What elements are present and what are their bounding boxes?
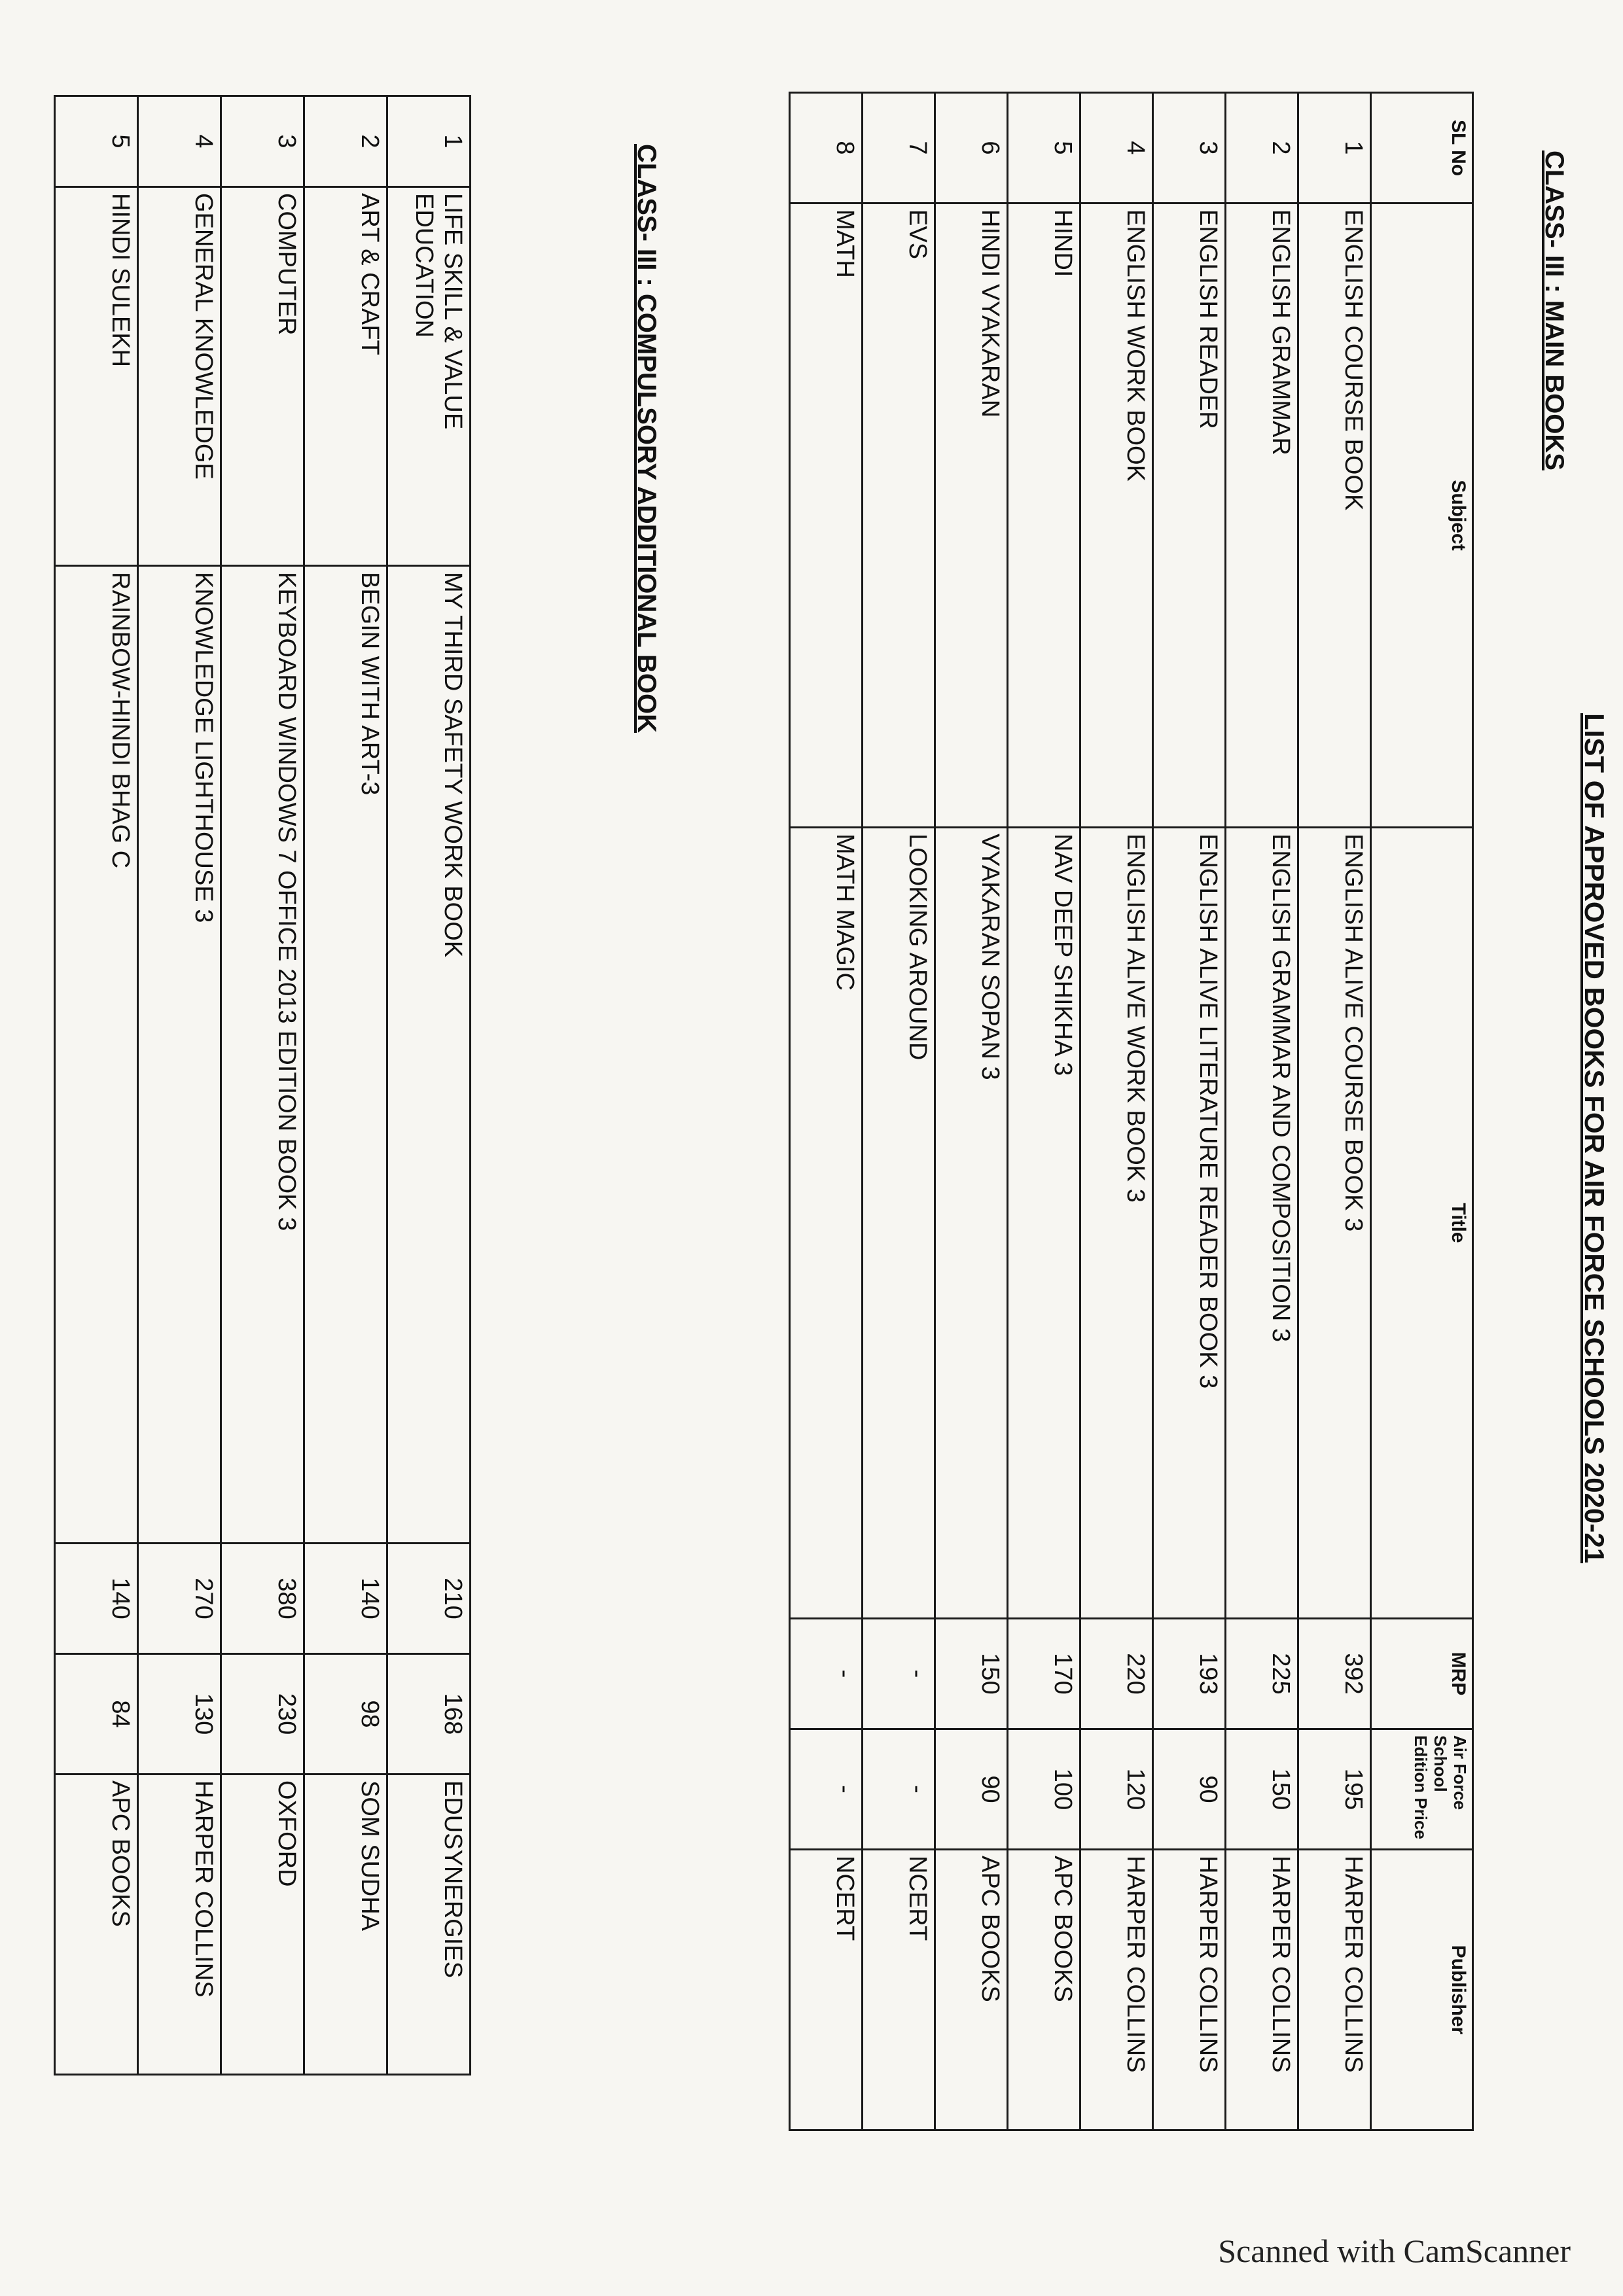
af-price-cell: 90 (935, 1729, 1008, 1850)
document-title: LIST OF APPROVED BOOKS FOR AIR FORCE SCHOOLS 2020-21 (1579, 713, 1610, 1564)
af-price-cell: 90 (1153, 1729, 1226, 1850)
af-price-cell: 98 (304, 1654, 387, 1775)
title-cell: ENGLISH ALIVE COURSE BOOK 3 (1298, 828, 1371, 1619)
subject-cell: GENERAL KNOWLEDGE (138, 187, 221, 566)
table-row (1153, 93, 1226, 2130)
col-header-af-price: Air Force School Edition Price (1371, 1729, 1473, 1850)
publisher-cell: APC BOOKS (935, 1850, 1008, 2130)
mrp-cell: - (790, 1619, 863, 1729)
sl-no-cell: 7 (863, 93, 935, 203)
title-cell: MY THIRD SAFETY WORK BOOK (387, 566, 471, 1544)
af-price-cell: 150 (1226, 1729, 1298, 1850)
mrp-cell: 210 (387, 1544, 471, 1654)
subject-cell: LIFE SKILL & VALUE EDUCATION (387, 187, 471, 566)
sl-no-cell: 2 (1226, 93, 1298, 203)
publisher-cell: HARPER COLLINS (1298, 1850, 1371, 2130)
publisher-cell: APC BOOKS (1008, 1850, 1080, 2130)
sl-no-cell: 3 (1153, 93, 1226, 203)
af-price-cell: 195 (1298, 1729, 1371, 1850)
table-row (1226, 93, 1298, 2130)
mrp-cell: 220 (1080, 1619, 1153, 1729)
af-price-cell: 120 (1080, 1729, 1153, 1850)
af-price-cell: - (863, 1729, 935, 1850)
publisher-cell: EDUSYNERGIES (387, 1775, 471, 2075)
subject-cell: HINDI (1008, 203, 1080, 828)
mrp-cell: 193 (1153, 1619, 1226, 1729)
subject-cell: COMPUTER (221, 187, 304, 566)
table-row (387, 96, 471, 2075)
subject-cell: ENGLISH WORK BOOK (1080, 203, 1153, 828)
table-row (935, 93, 1008, 2130)
title-cell: RAINBOW-HINDI BHAG C (55, 566, 138, 1544)
subject-cell: EVS (863, 203, 935, 828)
subject-cell: MATH (790, 203, 863, 828)
mrp-cell: 140 (304, 1544, 387, 1654)
sl-no-cell: 1 (1298, 93, 1371, 203)
subject-cell: HINDI SULEKH (55, 187, 138, 566)
sl-no-cell: 3 (221, 96, 304, 187)
title-cell: ENGLISH GRAMMAR AND COMPOSITION 3 (1226, 828, 1298, 1619)
af-price-cell: 100 (1008, 1729, 1080, 1850)
scanner-watermark: Scanned with CamScanner (1218, 2233, 1571, 2269)
table-row (304, 96, 387, 2075)
sl-no-cell: 5 (55, 96, 138, 187)
publisher-cell: HARPER COLLINS (1226, 1850, 1298, 2130)
mrp-cell: - (863, 1619, 935, 1729)
subject-cell: ENGLISH COURSE BOOK (1298, 203, 1371, 828)
title-cell: LOOKING AROUND (863, 828, 935, 1619)
publisher-cell: HARPER COLLINS (1153, 1850, 1226, 2130)
mrp-cell: 225 (1226, 1619, 1298, 1729)
sl-no-cell: 5 (1008, 93, 1080, 203)
publisher-cell: HARPER COLLINS (1080, 1850, 1153, 2130)
mrp-cell: 150 (935, 1619, 1008, 1729)
title-cell: ENGLISH ALIVE WORK BOOK 3 (1080, 828, 1153, 1619)
af-price-cell: 84 (55, 1654, 138, 1775)
publisher-cell: NCERT (863, 1850, 935, 2130)
title-cell: NAV DEEP SHIKHA 3 (1008, 828, 1080, 1619)
col-header-subject: Subject (1371, 203, 1473, 828)
table-row (55, 96, 138, 2075)
sl-no-cell: 4 (1080, 93, 1153, 203)
additional-books-heading: CLASS- III : COMPULSORY ADDITIONAL BOOK (632, 144, 661, 733)
subject-cell: ENGLISH READER (1153, 203, 1226, 828)
sl-no-cell: 6 (935, 93, 1008, 203)
sl-no-cell: 1 (387, 96, 471, 187)
sl-no-cell: 8 (790, 93, 863, 203)
subject-cell: HINDI VYAKARAN (935, 203, 1008, 828)
table-row (790, 93, 863, 2130)
additional-books-table (54, 95, 471, 2075)
publisher-cell: NCERT (790, 1850, 863, 2130)
table-row (221, 96, 304, 2075)
subject-cell: ENGLISH GRAMMAR (1226, 203, 1298, 828)
title-cell: BEGIN WITH ART-3 (304, 566, 387, 1544)
main-books-table (789, 92, 1474, 2131)
table-row (863, 93, 935, 2130)
mrp-cell: 392 (1298, 1619, 1371, 1729)
col-header-publisher: Publisher (1371, 1850, 1473, 2130)
table-row (1298, 93, 1371, 2130)
mrp-cell: 380 (221, 1544, 304, 1654)
col-header-title: Title (1371, 828, 1473, 1619)
sl-no-cell: 4 (138, 96, 221, 187)
title-cell: ENGLISH ALIVE LITERATURE READER BOOK 3 (1153, 828, 1226, 1619)
subject-cell: ART & CRAFT (304, 187, 387, 566)
title-cell: VYAKARAN SOPAN 3 (935, 828, 1008, 1619)
col-header-sl-no: SL No (1371, 93, 1473, 203)
af-price-cell: - (790, 1729, 863, 1850)
mrp-cell: 140 (55, 1544, 138, 1654)
title-cell: KNOWLEDGE LIGHTHOUSE 3 (138, 566, 221, 1544)
title-cell: KEYBOARD WINDOWS 7 OFFICE 2013 EDITION BOOK 3 (221, 566, 304, 1544)
publisher-cell: OXFORD (221, 1775, 304, 2075)
af-price-cell: 168 (387, 1654, 471, 1775)
table-row (138, 96, 221, 2075)
publisher-cell: SOM SUDHA (304, 1775, 387, 2075)
publisher-cell: HARPER COLLINS (138, 1775, 221, 2075)
table-row (1080, 93, 1153, 2130)
table-row (1008, 93, 1080, 2130)
af-price-cell: 230 (221, 1654, 304, 1775)
af-price-cell: 130 (138, 1654, 221, 1775)
main-books-header-row (1371, 93, 1473, 2130)
main-books-heading: CLASS- III : MAIN BOOKS (1540, 150, 1569, 470)
mrp-cell: 170 (1008, 1619, 1080, 1729)
sl-no-cell: 2 (304, 96, 387, 187)
title-cell: MATH MAGIC (790, 828, 863, 1619)
col-header-mrp: MRP (1371, 1619, 1473, 1729)
mrp-cell: 270 (138, 1544, 221, 1654)
publisher-cell: APC BOOKS (55, 1775, 138, 2075)
